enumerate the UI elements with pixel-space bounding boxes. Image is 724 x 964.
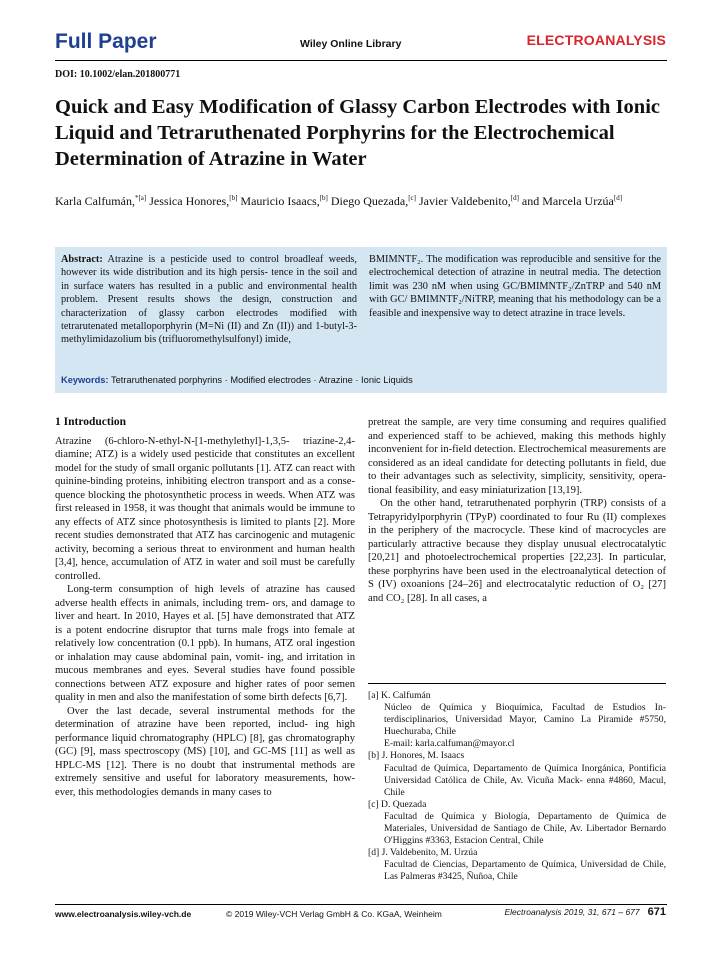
keywords — [61, 375, 413, 385]
affiliation-divider — [368, 683, 666, 684]
affiliation-authors: [b] J. Honores, M. Isaacs — [368, 750, 465, 762]
affiliation-email: E-mail: karla.calfuman@mayor.cl — [384, 738, 515, 750]
author: Javier Valdebenito,[d] — [418, 194, 519, 208]
doi: DOI: 10.1002/elan.201800771 — [55, 69, 181, 80]
author: Diego Quezada,[c] — [330, 194, 416, 208]
library-label: Wiley Online Library — [300, 38, 402, 50]
citation-block — [504, 906, 666, 918]
abstract-text-left: Atrazine is a pesticide used to control broadleaf weeds, however its wide distribution and its high persis- tence in the soil and in surface waters has resulted in a public and environmental health problem. Present results shows the design, construction and characterization of glassy carbon electrodes modified with tetrarutenated metalloporphyrin (M=Ni (II) and Zn (II)) and 1-butyl-3- methylimidazolium bis (trifluoromethylsulfonyl) imide, — [61, 254, 357, 346]
abstract-box — [55, 247, 667, 393]
affiliation-address: Facultad de Química, Departamento de Química Inorgánica, Pontificia Universidad Católica de Chile, Av. Vicuña Mack- enna #4860, Macul, Chile — [384, 762, 666, 798]
copyright: © 2019 Wiley-VCH Verlag GmbH & Co. KGaA, Weinheim — [226, 909, 442, 919]
author: Mauricio Isaacs,[b] — [240, 194, 328, 208]
author-list — [55, 190, 665, 210]
section-label: Full Paper — [55, 30, 157, 53]
body-column-right — [368, 416, 666, 605]
citation: Electroanalysis 2019, 31, 671 – 677 — [504, 907, 640, 917]
paragraph: On the other hand, tetraruthenated porphyrin (TRP) consists of a Tetrapyridylporphyrin (TPyP) coordinated to four Ru (II) complexes in the periphery of the macrocycle. These kind of macrocycles are particularly attractive because they display unusual electrocatalytic [20,21] and photoelectrochemical properties [22,23]. In particular, these porphyrins have been used in the electroanalytical detection of S (IV) oxoanions [24–26] and electrocatalytic reduction of O₂ [27] and CO₂ [28]. In all cases, a — [368, 498, 666, 604]
affiliation-authors: [c] D. Quezada — [368, 798, 427, 810]
affiliation — [368, 750, 666, 798]
paragraph: Over the last decade, several instrumental methods for the determination of atrazine have been reported, includ- ing high performance liquid chromatography (HPLC) [8], gas chromatography (GC) [9], mass spectroscopy (MS) [10], and GC-MS [11] as well as HPLC-MS [12]. There is no doubt that instrumental methods are extremely sensitive and useful for laboratory measurements, how- ever, this methodologies demands in many cases to — [55, 705, 355, 798]
abstract-label: Abstract: — [61, 254, 103, 265]
paragraph: pretreat the sample, are very time consuming and requires qualified and experienced staff to be achieved, making this methods highly inconvenient for in-field detection. Electrochemical measurements are considered as an ideal candidate for detecting pollutants in field, due to their advantages such as selectivity, simplicity, sensitivity, opera- tional feasibility, and easy miniaturization [13,19]. — [368, 417, 666, 496]
affiliation — [368, 847, 666, 883]
journal-logo: ELECTROANALYSIS — [526, 32, 666, 48]
affiliation-authors: [a] K. Calfumán — [368, 690, 431, 701]
body-column-left — [55, 416, 355, 799]
section-heading: 1 Introduction — [55, 416, 127, 428]
keywords-text: Tetraruthenated porphyrins · Modified electrodes · Atrazine · Ionic Liquids — [110, 375, 413, 385]
affiliations — [368, 690, 666, 884]
abstract-left — [61, 253, 357, 347]
affiliation — [368, 799, 666, 847]
paper-title: Quick and Easy Modification of Glassy Carbon Electrodes with Ionic Liquid and Tetraruthenated Porphyrins for the Electrochemical Determination of Atrazine in Water — [55, 96, 660, 170]
paragraph: Long-term consumption of high levels of atrazine has caused adverse health effects in animals, including trem- ors, and damage to liver and heart. In 2010, Hayes et al. [5] have demonstrated that ATZ is a potent endocrine disruptor that turns male frogs into female at relatively low concentration (0.1 ppb). In humans, ATZ oral ingestion or inhalation may cause abdominal pain, vomit- ing, and irritation in mucous membranes and eyes. Several studies have found possible connections between ATZ exposure and higher rates of poor semen quality in men and also the manifestation of some birth defects [6,7]. — [55, 584, 355, 703]
author: Jessica Honores,[b] — [149, 194, 238, 208]
paragraph: Atrazine (6-chloro-N-ethyl-N-[1-methylethyl]-1,3,5- triazine-2,4-diamine; ATZ) is a widely used pesticide that constitutes an excellent model for the study of small organic pollutants [1]. ATZ can react with quinine-binding proteins, inhibiting electron transport and as a conse- quence blocking the photosynthetic process in weeds. When ATZ was first released in 1958, it was thought that animals would be immune to any effects of ATZ since photosynthesis is limited to plants [2]. More recent studies demonstrated that ATZ has carcinogenic and mutagenic activity, becoming a serious threat to environment and human health [3,4], hence, accumulation of ATZ in water and soil must be carefully controlled. — [55, 435, 355, 582]
keywords-label: Keywords: — [61, 375, 109, 385]
author: and Marcela Urzúa[d] — [521, 194, 623, 208]
header-divider — [55, 60, 667, 61]
author: Karla Calfumán,$^{*[a]}$ — [55, 194, 147, 208]
affiliation-address: Facultad de Ciencias, Departamento de Química, Universidad de Chile, Las Palmeras #3425, Ñuñoa, Chile — [384, 859, 666, 883]
affiliation-authors: [d] J. Valdebenito, M. Urzúa — [368, 847, 478, 859]
page-number: 671 — [647, 906, 666, 918]
journal-url[interactable]: www.electroanalysis.wiley-vch.de — [55, 909, 192, 919]
affiliation-address: Núcleo de Química y Bioquímica, Facultad de Estudios In- terdisciplinarios, Universidad Mayor, Camino La Piramide #5750, Huechuraba, Chile — [384, 702, 666, 738]
affiliation — [368, 690, 666, 750]
abstract-right: BMIMNTF₂. The modification was reproducible and sensitive for the electrochemical detection of atrazine in neutral media. The detection limit was 230 nM when using GC/BMIMNTF₂/ZnTRP and 540 nM with GC/ BMIMNTF₂/NiTRP, meaning that his methodology can be a feasible and inexpensive way to detect atrazine in trace levels. — [369, 254, 661, 319]
affiliation-address: Facultad de Química y Biología, Departamento de Química de Materiales, Universidad de Santiago de Chile, Av. Libertador Bernardo O'Higgins #3363, Estacion Central, Chile — [384, 810, 666, 847]
footer-divider — [55, 904, 667, 905]
